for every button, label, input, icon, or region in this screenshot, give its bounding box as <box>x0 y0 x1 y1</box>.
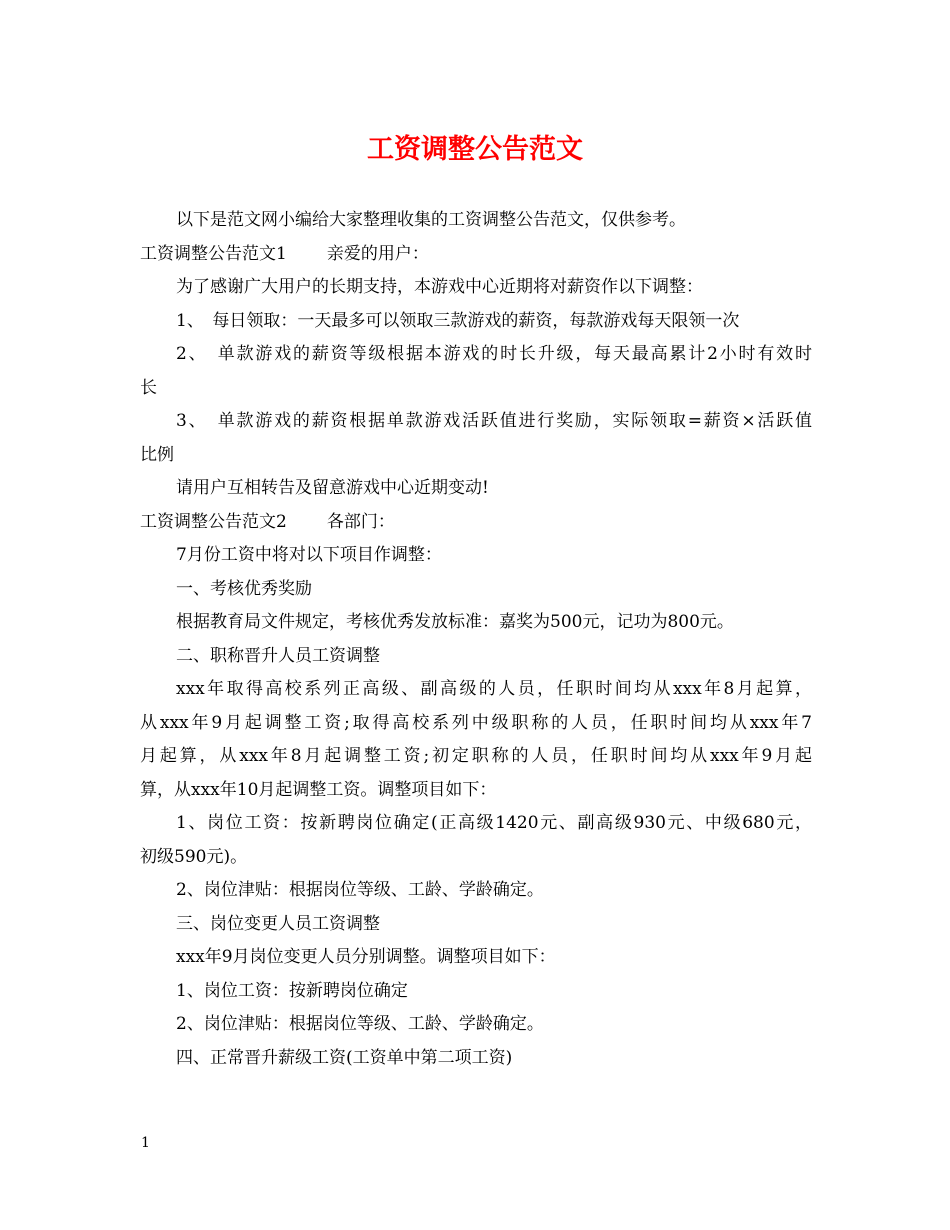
section-1-heading: 工资调整公告范文1 <box>140 243 287 264</box>
page-number: 1 <box>141 1135 150 1151</box>
subheading-1: 一、考核优秀奖励 <box>176 578 312 599</box>
subheading-3-item-1: 1、岗位工资：按新聘岗位确定 <box>176 980 408 1001</box>
subheading-2-item-1-line-2: 初级590元)。 <box>140 846 248 867</box>
subheading-3-item-2: 2、岗位津贴：根据岗位等级、工龄、学龄确定。 <box>176 1014 544 1034</box>
subheading-2-paragraph-line-2: 从xxx年9月起调整工资;取得高校系列中级职称的人员，任职时间均从xxx年7 <box>140 712 812 733</box>
subheading-1-paragraph: 根据教育局文件规定，考核优秀发放标准：嘉奖为500元，记功为800元。 <box>176 612 734 632</box>
section-1-heading-line <box>140 238 812 272</box>
subheading-2-paragraph-line-3: 月起算，从xxx年8月起调整工资;初定职称的人员，任职时间均从xxx年9月起 <box>140 746 812 766</box>
section-1-item-1: 1、 每日领取：一天最多可以领取三款游戏的薪资，每款游戏每天限领一次 <box>176 310 740 331</box>
subheading-3-paragraph: xxx年9月岗位变更人员分别调整。调整项目如下： <box>176 947 556 967</box>
section-2-heading: 工资调整公告范文2 <box>140 511 287 532</box>
section-1-salutation: 亲爱的用户： <box>326 243 429 264</box>
section-1-item-3-line-2: 比例 <box>140 444 174 465</box>
subheading-2-paragraph-line-4: 算，从xxx年10月起调整工资。调整项目如下： <box>140 779 497 800</box>
subheading-2-item-2: 2、岗位津贴：根据岗位等级、工龄、学龄确定。 <box>176 880 544 900</box>
section-2-heading-line <box>140 506 812 540</box>
subheading-2-item-1-line-1: 1、岗位工资：按新聘岗位确定(正高级1420元、副高级930元、中级680元， <box>176 813 812 833</box>
page-title: 工资调整公告范文 <box>367 134 583 165</box>
section-1-item-2-line-2: 长 <box>140 377 157 398</box>
section-1-closing: 请用户互相转告及留意游戏中心近期变动! <box>176 478 489 498</box>
intro-paragraph: 以下是范文网小编给大家整理收集的工资调整公告范文，仅供参考。 <box>176 210 686 230</box>
subheading-2-paragraph-line-1: xxx年取得高校系列正高级、副高级的人员，任职时间均从xxx年8月起算， <box>176 679 812 699</box>
section-2-paragraph: 7月份工资中将对以下项目作调整： <box>176 545 442 565</box>
subheading-2: 二、职称晋升人员工资调整 <box>176 645 380 666</box>
section-2-salutation: 各部门： <box>326 511 395 532</box>
subheading-3: 三、岗位变更人员工资调整 <box>176 913 380 934</box>
section-1-paragraph: 为了感谢广大用户的长期支持，本游戏中心近期将对薪资作以下调整： <box>176 277 703 297</box>
section-1-item-2-line-1: 2、 单款游戏的薪资等级根据本游戏的时长升级，每天最高累计2小时有效时 <box>176 344 812 364</box>
document-body <box>140 204 812 1075</box>
subheading-4: 四、正常晋升薪级工资(工资单中第二项工资) <box>176 1047 513 1068</box>
section-1-item-3-line-1: 3、 单款游戏的薪资根据单款游戏活跃值进行奖励，实际领取=薪资×活跃值 <box>176 411 812 431</box>
